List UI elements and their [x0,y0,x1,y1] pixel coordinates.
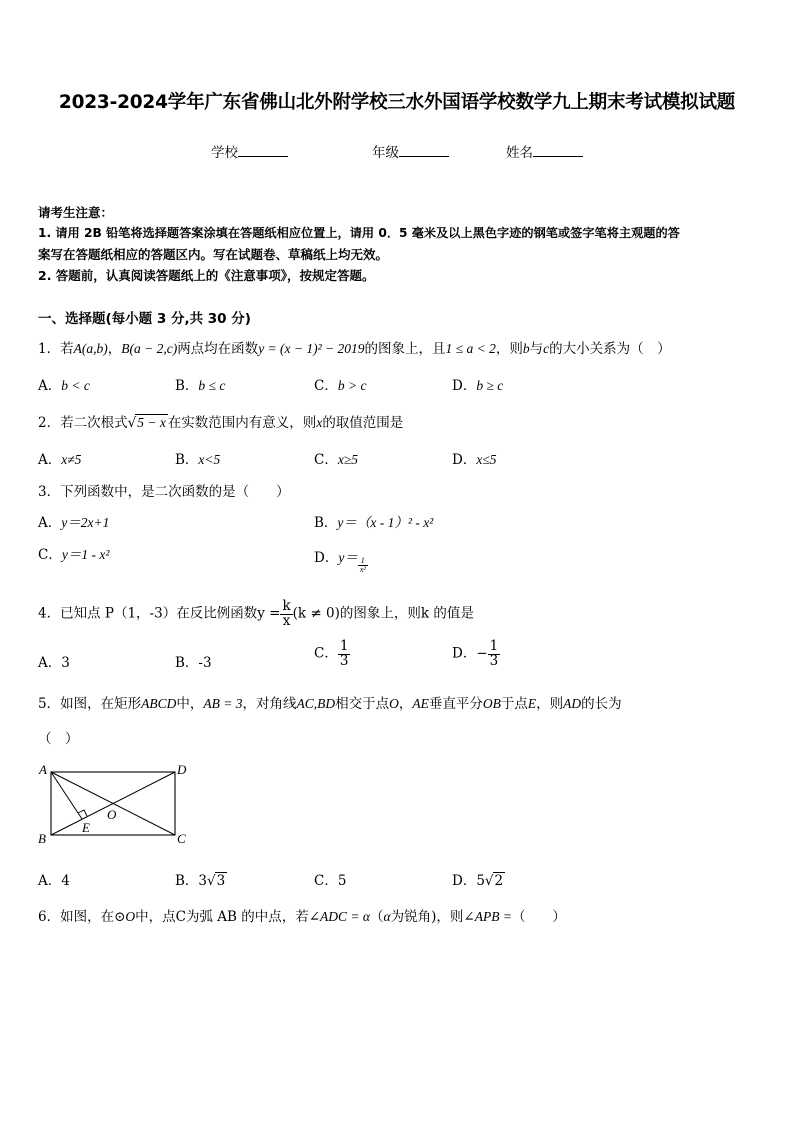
rectangle-figure [36,760,196,850]
option-value: y＝（x - 1）² - x² [337,515,434,530]
q3-d-fraction [358,557,368,574]
q5-ab: AB = 3 [203,696,243,711]
label-a: A [39,762,47,777]
q6-text3: （ [370,909,384,925]
option-letter: C． [314,645,338,662]
q2-option-a[interactable] [38,448,81,468]
option-letter: D． [314,550,339,566]
q6-text5: （ ） [511,909,566,925]
label-e: E [82,820,90,835]
q1-num: 1．若 [38,341,74,357]
q5-option-a[interactable] [38,869,70,889]
q6-apb: ∠APB = [463,909,512,924]
q5-rect: ABCD [141,696,177,711]
q2-text1: 在实数范围内有意义，则 [167,415,317,431]
q1-point-b: B(a − 2,c) [121,341,178,356]
sqrt-icon: √ [127,415,137,431]
section-heading: 一、选择题(每小题 3 分,共 30 分) [38,311,251,327]
q1-option-c[interactable] [314,374,366,394]
option-value: b ≤ c [198,378,226,393]
q5-t3: ，对角线 [242,696,297,712]
q5-t8: ，则 [536,696,564,712]
option-value: y＝2x+1 [61,515,110,530]
option-letter: A． [38,515,62,531]
q4-option-d[interactable] [452,640,500,668]
q4-cond: (k ≠ 0) [292,605,340,622]
name-label: 姓名 [506,145,533,161]
option-value: b > c [337,378,367,393]
fraction-denominator: 3 [339,652,349,669]
q6-text1: 6．如图，在 [38,909,115,925]
q6-text4: 为锐角)，则 [390,909,464,925]
option-letter: A． [38,655,62,671]
q4-y: y = [257,605,281,622]
q2-num: 2．若二次根式 [38,415,128,431]
option-value: -3 [198,655,212,671]
q1-text1: 两点均在函数 [177,341,259,357]
option-letter: B． [314,515,338,531]
q3-option-b[interactable] [314,511,433,531]
option-letter: C． [314,378,338,394]
q1-option-b[interactable] [175,374,225,394]
q3-option-d[interactable] [314,543,368,574]
option-radicand: 2 [494,873,504,889]
grade-label: 年级 [372,145,399,161]
q5-t9: 的长为 [581,696,622,712]
fraction-numerator: 1 [489,638,499,654]
option-value: y＝1 - x² [61,547,110,562]
fraction-numerator: k [282,598,291,614]
school-field[interactable] [211,141,288,161]
option-letter: C． [38,547,62,563]
option-letter: D． [452,378,477,394]
minus-sign: − [476,645,488,662]
q2-option-c[interactable] [314,448,358,468]
question-4 [38,600,474,628]
fraction-numerator: 1 [339,638,349,654]
q4-option-a[interactable] [38,651,70,671]
q5-option-b[interactable] [175,869,227,889]
sqrt-icon: √ [207,873,216,889]
name-blank[interactable] [533,144,583,157]
option-letter: D． [452,452,477,468]
q5-t4: 相交于点 [335,696,390,712]
notice-line-3: 2. 答题前，认真阅读答题纸上的《注意事项》，按规定答题。 [38,268,375,283]
option-letter: D． [452,645,477,662]
option-letter: A． [38,378,62,394]
option-letter: B． [175,873,199,889]
option-value: b ≥ c [476,378,504,393]
q6-circle: ⊙O [114,909,136,924]
q4-option-b[interactable] [175,651,212,671]
option-letter: B． [175,655,199,671]
q5-diag: AC,BD [296,696,336,711]
q2-option-b[interactable] [175,448,220,468]
q1-function: y = (x − 1)² − 2019 [258,341,365,356]
q4-text1: 4．已知点 P（1，-3）在反比例函数 [38,605,258,622]
q5-ae: AE [412,696,429,711]
fraction-numerator: 1 [358,557,368,566]
q4-d-fraction [488,640,501,668]
option-radicand: 3 [216,873,226,889]
option-coef: 5 [476,873,485,889]
q2-radicand: 5 − x [137,415,166,430]
q5-option-d[interactable] [452,869,505,889]
option-value: y＝ [338,550,358,565]
option-value: x<5 [198,452,221,467]
q1-text2: 的图象上，且 [364,341,446,357]
q5-ad: AD [563,696,582,711]
option-letter: A． [38,873,62,889]
q2-option-d[interactable] [452,448,496,468]
label-b: B [38,831,46,846]
q5-t5: ， [398,696,413,712]
q5-text1: 5．如图，在矩形 [38,696,142,712]
q3-option-a[interactable] [38,511,109,531]
question-2 [38,411,403,431]
q5-t6: 垂直平分 [428,696,483,712]
notice-line-2: 案写在答题纸相应的答题区内。写在试题卷、草稿纸上均无效。 [38,247,389,262]
q5-t7: 于点 [500,696,528,712]
option-letter: A． [38,452,62,468]
sqrt-icon: √ [484,873,494,889]
option-letter: C． [314,873,338,889]
q1-yu: 与 [529,341,544,357]
school-label: 学校 [211,145,238,161]
option-letter: C． [314,452,338,468]
q4-fraction [280,600,292,628]
q1-text3: ，则 [495,341,523,357]
option-value: 4 [61,873,70,889]
label-d: D [177,762,187,777]
fraction-denominator: x² [359,565,366,574]
q1-condition: 1 ≤ a < 2 [445,341,496,356]
fraction-denominator: 3 [489,652,499,669]
option-coef: 3 [198,873,208,889]
label-o: O [107,807,117,822]
q1-sep: ， [107,341,122,357]
grade-blank[interactable] [399,144,449,157]
q1-option-d[interactable] [452,374,503,394]
option-value: x≥5 [337,452,358,467]
q6-alpha: α [383,909,391,924]
q2-text2: 的取值范围是 [322,415,404,431]
q5-o: O [389,696,399,711]
q6-text2: 中，点C为弧 AB 的中点，若 [135,909,309,925]
question-6 [38,905,566,925]
segment-ae [51,772,82,819]
name-field[interactable] [506,141,583,161]
q5-t2: 中， [176,696,204,712]
option-letter: B． [175,452,199,468]
q3-option-c[interactable] [38,543,109,563]
label-c: C [177,831,186,846]
q4-text2: 的图象上，则k 的值是 [339,605,474,622]
option-value: x≤5 [476,452,497,467]
question-5 [38,692,622,712]
notice-heading: 请考生注意： [38,205,114,220]
notice-line-1: 1. 请用 2B 铅笔将选择题答案涂填在答题纸相应位置上，请用 0．5 毫米及以上黑色字迹的钢笔或签字笔将主观题的答 [38,226,680,240]
q2-x: x [316,415,323,430]
q5-e: E [527,696,537,711]
option-letter: B． [175,378,199,394]
q4-option-c[interactable] [314,640,350,668]
question-3: 3．下列函数中，是二次函数的是（ ） [38,484,290,500]
grade-field[interactable] [372,141,449,161]
q1-point-a: A(a,b) [73,341,108,356]
q1-option-a[interactable] [38,374,90,394]
page-title: 2023-2024学年广东省佛山北外附学校三水外国语学校数学九上期末考试模拟试题 [58,92,736,113]
option-letter: D． [452,873,477,889]
fraction-denominator: x [282,612,291,629]
q5-paren: （ ） [38,731,79,747]
q1-text4: 的大小关系为（ ） [549,341,671,357]
option-value: 3 [61,655,70,671]
q5-ob: OB [482,696,501,711]
option-value: 5 [337,873,347,889]
question-1 [38,337,671,357]
q5-option-c[interactable] [314,869,346,889]
q1-c: c [543,341,550,356]
q4-c-fraction [338,640,351,668]
q6-angle: ∠ADC = α [308,909,371,924]
option-value: b < c [61,378,90,393]
q1-b: b [522,341,530,356]
school-blank[interactable] [238,144,288,157]
option-value: x≠5 [61,452,82,467]
